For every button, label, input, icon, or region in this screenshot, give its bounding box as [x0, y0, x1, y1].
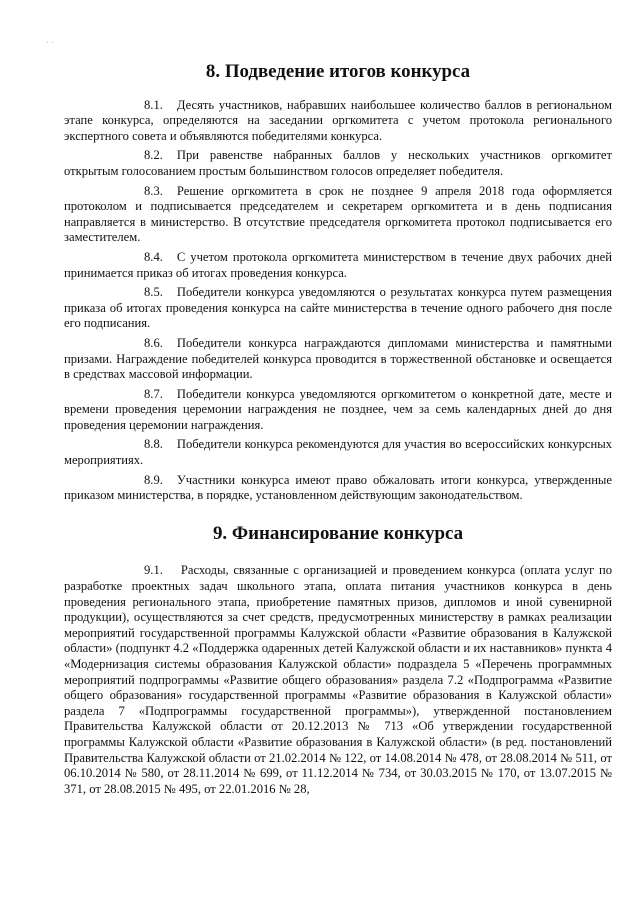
paragraph-8-9 [64, 473, 612, 504]
page-edge-mark: · · [46, 38, 54, 47]
paragraph-text: Победители конкурса награждаются дипломами министерства и памятными призами. Награждение победителей конкурса проводится в торжественной обстановке и освещается в средствах массовой информации. [64, 335, 612, 382]
paragraph-8-8 [64, 437, 612, 468]
paragraph-text: Победители конкурса рекомендуются для участия во всероссийских конкурсных мероприятиях. [64, 437, 612, 468]
paragraph-number: 8.7. [144, 386, 163, 401]
paragraph-number: 9.1. [144, 563, 163, 578]
paragraph-number: 8.5. [144, 285, 163, 300]
paragraph-text: При равенстве набранных баллов у нескольких участников оргкомитет открытым голосованием простым большинством голосов определяет победителя. [64, 148, 612, 178]
paragraph-number: 8.9. [144, 472, 163, 487]
paragraph-text: Решение оргкомитета в срок не позднее 9 апреля 2018 года оформляется протоколом и подписывается председателем и секретарем оргкомитета и в день подписания направляется в министерство. В отсутствие председателя оргкомитета протокол подписывается его заместителем. [64, 183, 612, 245]
paragraph-text: Расходы, связанные с организацией и проведением конкурса (оплата услуг по разработке проектных задач школьного этапа, оплата питания участников конкурса в день проведения регионального этапа, приобретение памятных призов, дипломов и иной сувенирной продукции), осуществляются за счет средств, предусмотренных министерству в рамках реализации мероприятий государственной программы Калужской области «Развитие образования в Калужской области» (подпункт 4.2 «Поддержка одаренных детей Калужской области и их наставников» пункта 4 «Модернизация системы образования Калужской области» подраздела 5 «Перечень программных мероприятий подпрограммы «Развитие общего образования» раздела 7.2 «Подпрограмма «Развитие общего образования» государственной программы «Развитие образования в Калужской области» раздела 7 «Подпрограммы государственной программы»), утвержденной постановлением Правительства Калужской области от 20.12.2013 № 713 «Об утверждении государственной программы Калужской области «Развитие образования в Калужской области» (в ред. постановлений Правительства Калужской области от 21.02.2014 № 122, от 14.08.2014 № 478, от 28.08.2014 № 511, от 06.10.2014 № 580, от 28.11.2014 № 699, от 11.12.2014 № 734, от 30.03.2015 № 170, от 13.07.2015 № 371, от 28.08.2015 № 495, от 22.01.2016 № 28, [64, 563, 612, 796]
section-9-title: 9. Финансирование конкурса [212, 522, 464, 544]
paragraph-number: 8.3. [144, 183, 163, 198]
paragraph-text: С учетом протокола оргкомитета министерством в течение двух рабочих дней принимается приказ об итогах проведения конкурса. [64, 249, 612, 280]
paragraph-8-4 [64, 250, 612, 281]
paragraph-8-3 [64, 184, 612, 246]
document-page [64, 61, 612, 801]
paragraph-number: 8.2. [144, 148, 163, 163]
paragraph-number: 8.1. [144, 97, 163, 112]
paragraph-8-1 [64, 98, 612, 145]
paragraph-text: Десять участников, набравших наибольшее количество баллов в региональном этапе конкурса, определяются на заседании оргкомитета с учетом протокола регионального экспертного совета и объявляются победителями конкурса. [64, 97, 612, 143]
paragraph-number: 8.6. [144, 335, 163, 350]
paragraph-8-2 [64, 148, 612, 179]
paragraph-8-6 [64, 336, 612, 383]
paragraph-8-7 [64, 387, 612, 434]
paragraph-number: 8.4. [144, 249, 163, 264]
section-8-title: 8. Подведение итогов конкурса [205, 61, 471, 82]
paragraph-number: 8.8. [144, 437, 163, 452]
paragraph-text: Победители конкурса уведомляются оргкомитетом о конкретной дате, месте и времени проведения церемонии награждения не позднее, чем за семь календарных дней до дня проведения церемонии награждения. [64, 386, 612, 432]
paragraph-text: Участники конкурса имеют право обжаловать итоги конкурса, утвержденные приказом министерства, в порядке, установленном действующим законодательством. [64, 472, 612, 503]
paragraph-text: Победители конкурса уведомляются о результатах конкурса путем размещения приказа об итогах проведения конкурса на сайте министерства в течение одного рабочего дня после его подписания. [64, 285, 612, 331]
paragraph-8-5 [64, 285, 612, 332]
paragraph-9-1 [64, 563, 612, 797]
